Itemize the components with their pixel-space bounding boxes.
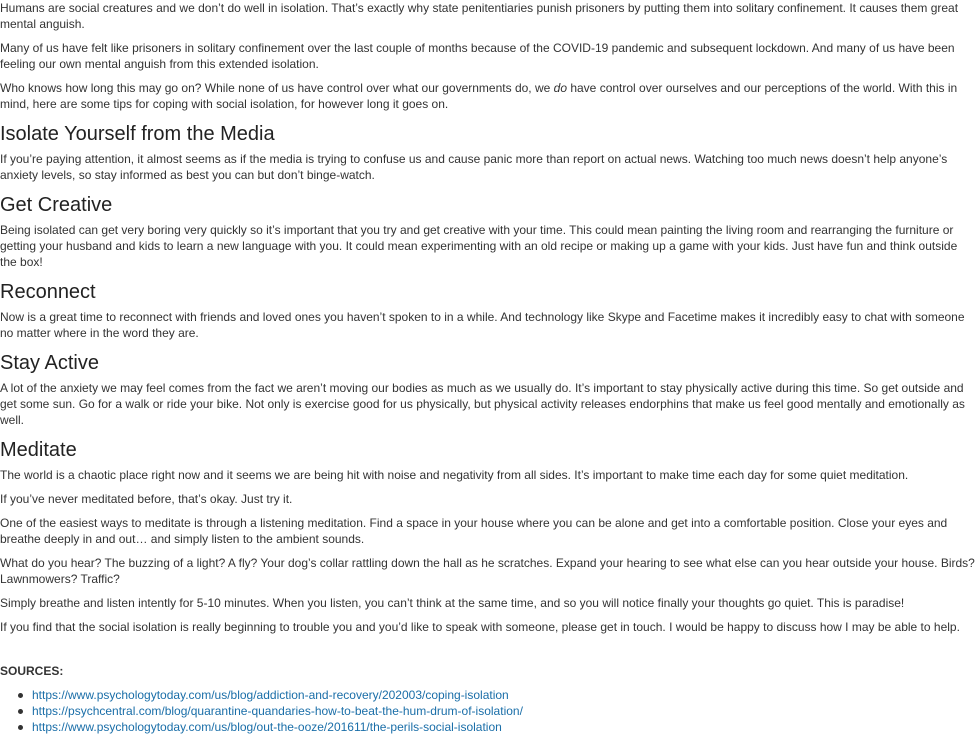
meditate-paragraph-3: One of the easiest ways to meditate is through a listening meditation. Find a space in your house where you can be alone and get into a comfortable position. Close your eyes and breathe deeply in and out… and simply listen to the ambient sounds. [0, 516, 948, 546]
intro-paragraph-1: Humans are social creatures and we don’t do well in isolation. That’s exactly why state penitentiaries punish prisoners by putting them into solitary confinement. It causes them great mental anguish. [0, 1, 959, 31]
bullet-icon [18, 693, 23, 698]
intro-paragraph-3-start: Who knows how long this may go on? While none of us have control over what our governments do, we [0, 81, 554, 95]
source-list-item [32, 703, 975, 719]
meditate-paragraph-1: The world is a chaotic place right now and it seems we are being hit with noise and negativity from all sides. It’s important to make time each day for some quiet meditation. [0, 468, 909, 482]
reconnect-paragraph: Now is a great time to reconnect with friends and loved ones you haven’t spoken to in a while. And technology like Skype and Facetime makes it incredibly easy to chat with someone no matter where in the word they are. [0, 310, 965, 340]
heading-reconnect: Reconnect [0, 281, 96, 303]
meditate-paragraph-4: What do you hear? The buzzing of a light? A fly? Your dog’s collar rattling down the hall as he scratches. Expand your hearing to see what else can you hear outside your house. Birds? Lawnmowers? Traffic? [0, 556, 975, 586]
source-link-1[interactable]: https://www.psychologytoday.com/us/blog/addiction-and-recovery/202003/coping-isolation [32, 688, 509, 702]
bullet-icon [18, 709, 23, 714]
sources-label: SOURCES: [0, 664, 64, 678]
heading-stay-active: Stay Active [0, 352, 99, 374]
intro-paragraph-3-emphasis: do [553, 81, 567, 95]
meditate-paragraph-5: Simply breathe and listen intently for 5-10 minutes. When you listen, you can’t think at the same time, and so you will notice finally your thoughts go quiet. This is paradise! [0, 596, 905, 610]
meditate-paragraph-2: If you’ve never meditated before, that’s okay. Just try it. [0, 492, 293, 506]
source-list-item [32, 687, 975, 703]
creative-paragraph: Being isolated can get very boring very quickly so it’s important that you try and get creative with your time. This could mean painting the living room and rearranging the furniture or getting your husband and kids to learn a new language with you. It could mean experimenting with an old recipe or making up a game with your kids. Just have fun and think outside the box! [0, 223, 958, 269]
sources-list [0, 687, 975, 735]
heading-meditate: Meditate [0, 439, 77, 461]
sources-section [0, 663, 975, 735]
source-list-item [32, 719, 975, 735]
media-paragraph: If you’re paying attention, it almost seems as if the media is trying to confuse us and cause panic more than report on actual news. Watching too much news doesn’t help anyone’s anxiety levels, so stay informed as best you can but don’t binge-watch. [0, 152, 948, 182]
source-link-2[interactable]: https://psychcentral.com/blog/quarantine-quandaries-how-to-beat-the-hum-drum-of-isolation/ [32, 704, 523, 718]
active-paragraph: A lot of the anxiety we may feel comes from the fact we aren’t moving our bodies as much as we usually do. It’s important to stay physically active during this time. So get outside and get some sun. Go for a walk or ride your bike. Not only is exercise good for us physically, but physical activity releases endorphins that make us feel good mentally and emotionally as well. [0, 381, 965, 427]
heading-isolate-media: Isolate Yourself from the Media [0, 123, 275, 145]
intro-paragraph-3 [0, 80, 975, 112]
closing-paragraph: If you find that the social isolation is really beginning to trouble you and you’d like to speak with someone, please get in touch. I would be happy to discuss how I may be able to help. [0, 620, 960, 634]
source-link-3[interactable]: https://www.psychologytoday.com/us/blog/out-the-ooze/201611/the-perils-social-isolation [32, 720, 502, 734]
intro-paragraph-2: Many of us have felt like prisoners in solitary confinement over the last couple of months because of the COVID-19 pandemic and subsequent lockdown. And many of us have been feeling our own mental anguish from this extended isolation. [0, 41, 955, 71]
intro-paragraph-3-end: have control over ourselves and our perceptions of the world. With this in mind, here are some tips for coping with social isolation, for however long it goes on. [0, 81, 958, 111]
bullet-icon [18, 725, 23, 730]
heading-get-creative: Get Creative [0, 194, 113, 216]
